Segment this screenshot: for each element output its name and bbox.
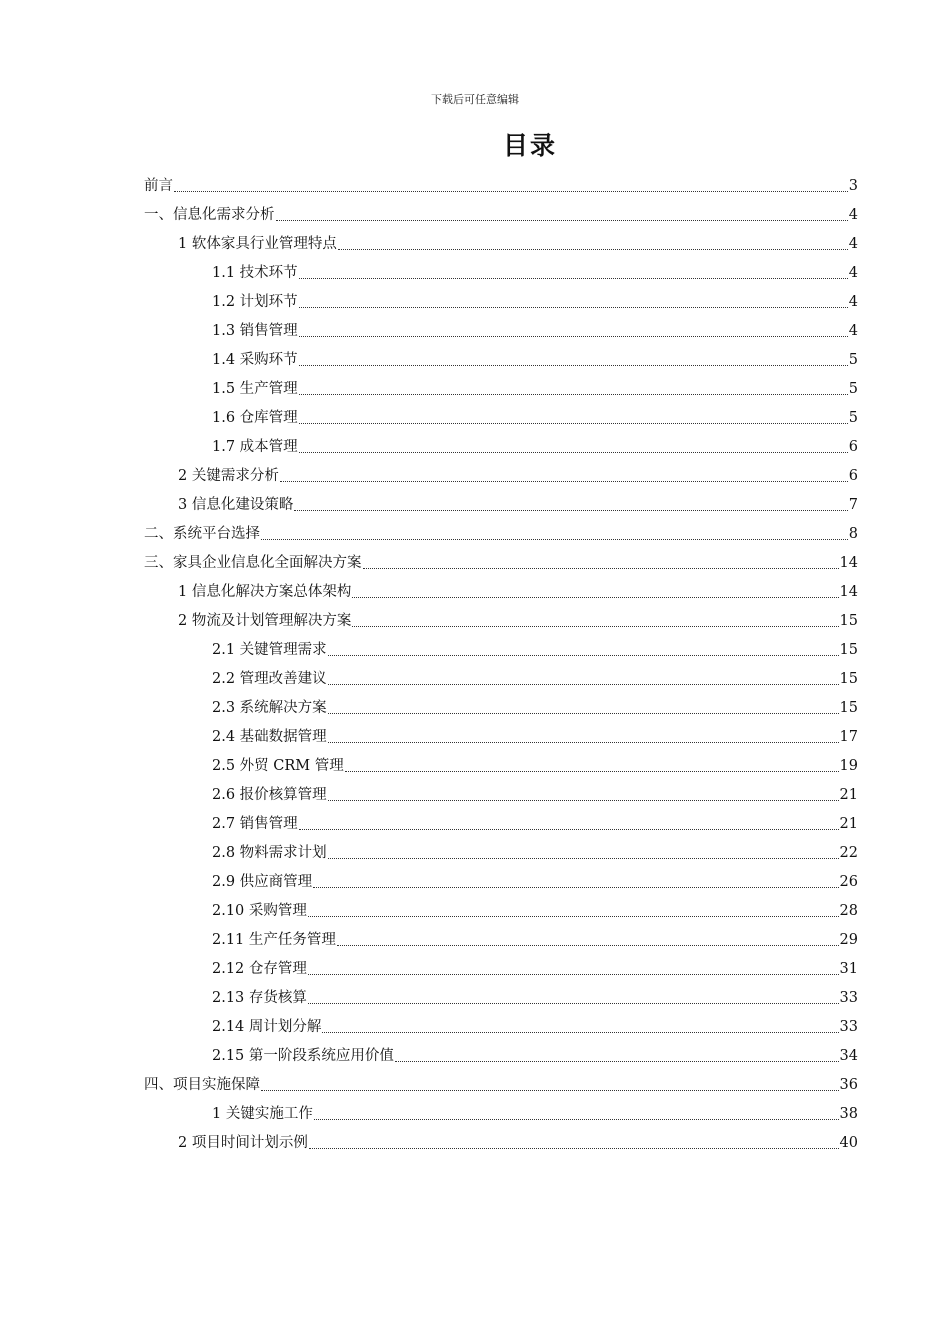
toc-entry-page: 21 <box>839 787 858 803</box>
toc-entry-title: 1 信息化解决方案总体架构 <box>178 584 352 600</box>
toc-leader-dots <box>338 248 848 250</box>
toc-leader-dots <box>328 857 839 859</box>
toc-entry[interactable] <box>212 346 858 375</box>
toc-entry-page: 5 <box>848 352 858 368</box>
toc-entry-page: 22 <box>839 845 858 861</box>
toc-entry-title: 2.14 周计划分解 <box>212 1019 322 1035</box>
toc-entry-page: 34 <box>839 1048 858 1064</box>
toc-entry-page: 21 <box>839 816 858 832</box>
toc-entry-page: 15 <box>839 700 858 716</box>
toc-entry-page: 3 <box>848 178 858 194</box>
toc-entry[interactable] <box>178 491 858 520</box>
toc-entry-page: 14 <box>839 584 858 600</box>
toc-entry-title: 1 软体家具行业管理特点 <box>178 236 337 252</box>
toc-entry[interactable] <box>178 607 858 636</box>
toc-entry-title: 2 物流及计划管理解决方案 <box>178 613 352 629</box>
toc-leader-dots <box>328 654 839 656</box>
toc-entry[interactable] <box>212 433 858 462</box>
toc-entry-title: 二、系统平台选择 <box>144 526 260 542</box>
toc-entry-title: 1.5 生产管理 <box>212 381 298 397</box>
toc-entry-title: 2.2 管理改善建议 <box>212 671 327 687</box>
toc-entry-page: 4 <box>848 323 858 339</box>
toc-leader-dots <box>345 770 839 772</box>
toc-entry-title: 2 关键需求分析 <box>178 468 279 484</box>
toc-entry-page: 40 <box>839 1135 858 1151</box>
toc-leader-dots <box>337 944 839 946</box>
toc-entry-title: 2.1 关键管理需求 <box>212 642 327 658</box>
header-note: 下载后可任意编辑 <box>431 93 519 106</box>
toc-leader-dots <box>261 538 848 540</box>
toc-entry[interactable] <box>178 1129 858 1158</box>
toc-entry[interactable] <box>212 926 858 955</box>
toc-entry-title: 2.11 生产任务管理 <box>212 932 336 948</box>
toc-entry[interactable] <box>212 868 858 897</box>
toc-leader-dots <box>352 625 838 627</box>
toc-entry-title: 1.4 采购环节 <box>212 352 298 368</box>
toc-entry-title: 1.2 计划环节 <box>212 294 298 310</box>
toc-entry-page: 8 <box>848 526 858 542</box>
toc-leader-dots <box>299 422 848 424</box>
toc-entry-page: 15 <box>839 642 858 658</box>
toc-leader-dots <box>352 596 838 598</box>
toc-entry[interactable] <box>212 259 858 288</box>
toc-entry-page: 29 <box>839 932 858 948</box>
toc-entry-page: 14 <box>839 555 858 571</box>
toc-entry[interactable] <box>144 201 858 230</box>
toc-entry[interactable] <box>212 839 858 868</box>
toc-entry-page: 5 <box>848 381 858 397</box>
toc-entry-title: 1.3 销售管理 <box>212 323 298 339</box>
toc-entry-title: 2.7 销售管理 <box>212 816 298 832</box>
toc-entry-title: 2.4 基础数据管理 <box>212 729 327 745</box>
toc-entry-title: 三、家具企业信息化全面解决方案 <box>144 555 362 571</box>
toc-entry-title: 2.6 报价核算管理 <box>212 787 327 803</box>
toc-leader-dots <box>309 1147 839 1149</box>
toc-entry-title: 2.3 系统解决方案 <box>212 700 327 716</box>
toc-entry-page: 33 <box>839 1019 858 1035</box>
toc-leader-dots <box>299 393 848 395</box>
toc-entry[interactable] <box>212 723 858 752</box>
toc-entry[interactable] <box>144 1071 858 1100</box>
toc-entry-page: 19 <box>839 758 858 774</box>
toc-leader-dots <box>313 886 838 888</box>
page-title: 目录 <box>502 131 557 160</box>
toc-entry-page: 7 <box>848 497 858 513</box>
toc-leader-dots <box>328 712 839 714</box>
toc-entry-title: 1.6 仓库管理 <box>212 410 298 426</box>
toc-entry[interactable] <box>178 578 858 607</box>
toc-leader-dots <box>299 335 848 337</box>
toc-entry-page: 4 <box>848 294 858 310</box>
toc-entry-title: 前言 <box>144 178 173 194</box>
toc-entry-page: 5 <box>848 410 858 426</box>
toc-entry[interactable] <box>212 694 858 723</box>
toc-entry[interactable] <box>212 636 858 665</box>
toc-entry-title: 3 信息化建设策略 <box>178 497 294 513</box>
toc-entry-page: 4 <box>848 207 858 223</box>
toc-entry-page: 31 <box>839 961 858 977</box>
toc-entry-title: 2.15 第一阶段系统应用价值 <box>212 1048 394 1064</box>
toc-entry[interactable] <box>144 172 858 201</box>
toc-leader-dots <box>276 219 848 221</box>
toc-entry-title: 2.9 供应商管理 <box>212 874 313 890</box>
toc-entry-page: 28 <box>839 903 858 919</box>
toc-entry[interactable] <box>212 810 858 839</box>
toc-leader-dots <box>328 741 839 743</box>
toc-entry-title: 1.7 成本管理 <box>212 439 298 455</box>
toc-entry[interactable] <box>178 230 858 259</box>
toc-entry-page: 6 <box>848 439 858 455</box>
toc-entry[interactable] <box>212 1042 858 1071</box>
toc-entry[interactable] <box>212 1013 858 1042</box>
toc-leader-dots <box>294 509 847 511</box>
toc-leader-dots <box>299 828 839 830</box>
toc-entry-title: 一、信息化需求分析 <box>144 207 275 223</box>
toc-leader-dots <box>308 915 839 917</box>
toc-leader-dots <box>328 683 839 685</box>
toc-entry-page: 15 <box>839 613 858 629</box>
toc-entry-page: 17 <box>839 729 858 745</box>
toc-entry-title: 四、项目实施保障 <box>144 1077 260 1093</box>
toc-leader-dots <box>363 567 839 569</box>
toc-entry[interactable] <box>212 375 858 404</box>
toc-entry[interactable] <box>144 549 858 578</box>
toc-leader-dots <box>308 1002 839 1004</box>
toc-entry-title: 2.10 采购管理 <box>212 903 307 919</box>
toc-leader-dots <box>395 1060 839 1062</box>
toc-entry-page: 6 <box>848 468 858 484</box>
toc-entry[interactable] <box>212 1100 858 1129</box>
toc-leader-dots <box>280 480 848 482</box>
toc-entry-page: 26 <box>839 874 858 890</box>
toc-entry[interactable] <box>144 520 858 549</box>
toc-entry[interactable] <box>212 404 858 433</box>
toc-leader-dots <box>261 1089 839 1091</box>
toc-entry[interactable] <box>212 665 858 694</box>
toc-entry[interactable] <box>212 781 858 810</box>
toc-entry-title: 1 关键实施工作 <box>212 1106 313 1122</box>
toc-leader-dots <box>299 277 848 279</box>
toc-leader-dots <box>322 1031 838 1033</box>
toc-leader-dots <box>299 364 848 366</box>
toc-entry[interactable] <box>212 317 858 346</box>
toc-entry[interactable] <box>212 288 858 317</box>
toc-entry-title: 2.13 存货核算 <box>212 990 307 1006</box>
toc-entry-title: 2 项目时间计划示例 <box>178 1135 308 1151</box>
toc-entry-title: 2.5 外贸 CRM 管理 <box>212 758 344 774</box>
toc-entry-title: 2.12 仓存管理 <box>212 961 307 977</box>
toc-leader-dots <box>299 451 848 453</box>
toc-entry[interactable] <box>178 462 858 491</box>
toc-entry-page: 33 <box>839 990 858 1006</box>
toc-entry-page: 15 <box>839 671 858 687</box>
toc-entry-title: 1.1 技术环节 <box>212 265 298 281</box>
toc-leader-dots <box>299 306 848 308</box>
toc-entry[interactable] <box>212 752 858 781</box>
toc-leader-dots <box>314 1118 839 1120</box>
toc-entry-title: 2.8 物料需求计划 <box>212 845 327 861</box>
toc-leader-dots <box>328 799 839 801</box>
toc-entry-page: 4 <box>848 236 858 252</box>
toc-leader-dots <box>174 190 848 192</box>
toc-entry-page: 38 <box>839 1106 858 1122</box>
toc-entry[interactable] <box>212 955 858 984</box>
toc-entry-page: 4 <box>848 265 858 281</box>
toc-leader-dots <box>308 973 839 975</box>
toc-entry-page: 36 <box>839 1077 858 1093</box>
toc-entry[interactable] <box>212 984 858 1013</box>
toc-entry[interactable] <box>212 897 858 926</box>
